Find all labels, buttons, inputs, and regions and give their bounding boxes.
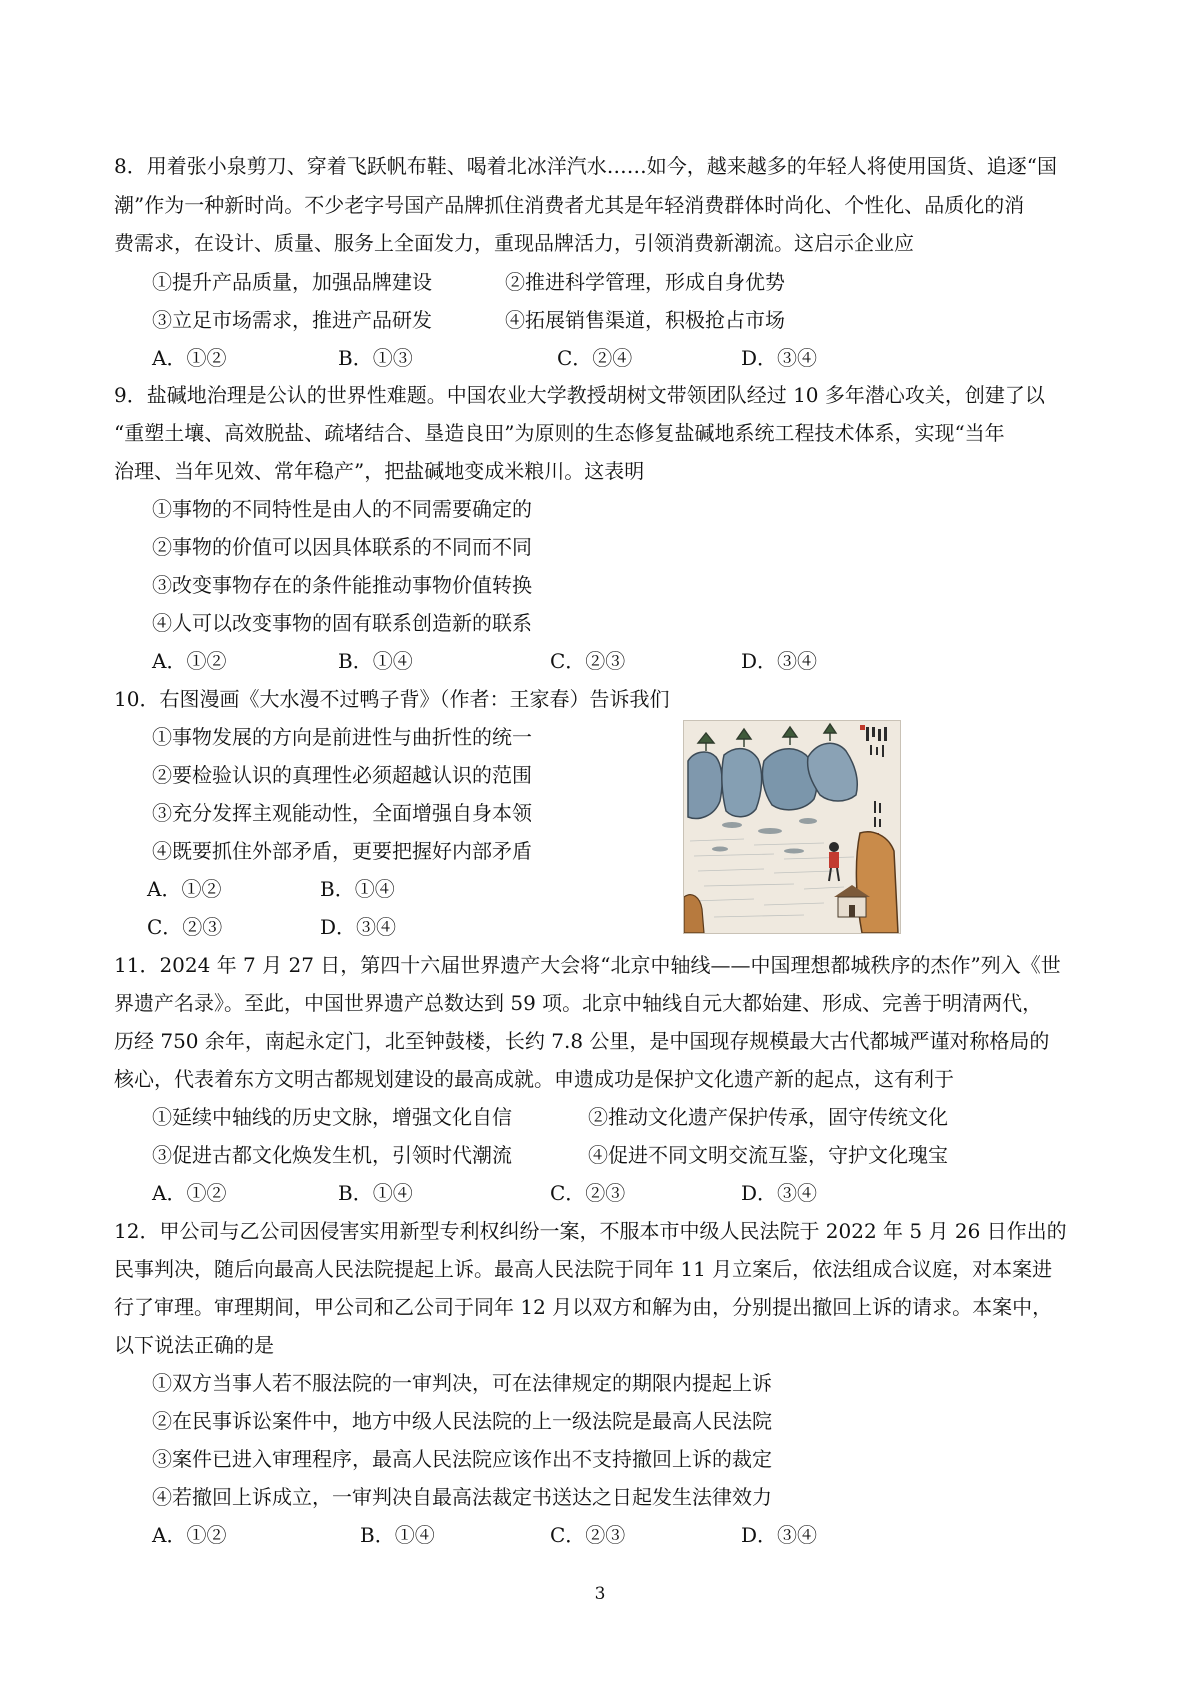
q8-statement-1: ①提升产品质量，加强品牌建设 bbox=[152, 270, 432, 294]
q12-choice-b: B．①④ bbox=[360, 1523, 435, 1547]
q9-choice-d: D．③④ bbox=[741, 649, 818, 673]
q10-statement-3: ③充分发挥主观能动性，全面增强自身本领 bbox=[152, 801, 532, 825]
landscape-painting-figure bbox=[683, 720, 901, 934]
q8-choice-c: C．②④ bbox=[557, 346, 633, 370]
q8-choice-d: D．③④ bbox=[741, 346, 818, 370]
q8-statement-4: ④拓展销售渠道，积极抢占市场 bbox=[505, 308, 785, 332]
q9-statement-2: ②事物的价值可以因具体联系的不同而不同 bbox=[152, 535, 532, 559]
q10-stem: 10．右图漫画《大水漫不过鸭子背》（作者：王家春）告诉我们 bbox=[114, 687, 670, 711]
q9-stem-line-2: “重塑土壤、高效脱盐、疏堵结合、垦造良田”为原则的生态修复盐碱地系统工程技术体系，实现“当年 bbox=[114, 421, 1005, 445]
q10-choice-b: B．①④ bbox=[320, 877, 395, 901]
q10-choice-c: C．②③ bbox=[147, 915, 223, 939]
q9-choice-b: B．①④ bbox=[338, 649, 413, 673]
q8-choice-b: B．①③ bbox=[338, 346, 413, 370]
q9-stem-line-1: 9．盐碱地治理是公认的世界性难题。中国农业大学教授胡树文带领团队经过 10 多年潜心攻关，创建了以 bbox=[114, 383, 1045, 407]
q12-stem-line-1: 12．甲公司与乙公司因侵害实用新型专利权纠纷一案，不服本市中级人民法院于 2022 年 5 月 26 日作出的 bbox=[114, 1219, 1067, 1243]
landscape-painting-icon bbox=[684, 721, 900, 933]
q11-statement-4: ④促进不同文明交流互鉴，守护文化瑰宝 bbox=[588, 1143, 948, 1167]
q9-stem-line-3: 治理、当年见效、常年稳产”，把盐碱地变成米粮川。这表明 bbox=[114, 459, 645, 483]
q9-choice-a: A．①② bbox=[152, 649, 227, 673]
q12-stem-line-4: 以下说法正确的是 bbox=[114, 1333, 274, 1357]
q8-stem-line-1: 8．用着张小泉剪刀、穿着飞跃帆布鞋、喝着北冰洋汽水……如今，越来越多的年轻人将使用国货、追逐“国 bbox=[114, 154, 1057, 178]
q11-choice-b: B．①④ bbox=[338, 1181, 413, 1205]
q10-choice-a: A．①② bbox=[147, 877, 222, 901]
q11-statement-1: ①延续中轴线的历史文脉，增强文化自信 bbox=[152, 1105, 512, 1129]
q10-choice-d: D．③④ bbox=[320, 915, 397, 939]
q12-stem-line-2: 民事判决，随后向最高人民法院提起上诉。最高人民法院于同年 11 月立案后，依法组成合议庭，对本案进 bbox=[114, 1257, 1053, 1281]
q8-stem-line-2: 潮”作为一种新时尚。不少老字号国产品牌抓住消费者尤其是年轻消费群体时尚化、个性化、品质化的消 bbox=[114, 193, 1025, 217]
q11-stem-line-2: 界遗产名录》。至此，中国世界遗产总数达到 59 项。北京中轴线自元大都始建、形成、完善于明清两代， bbox=[114, 991, 1043, 1015]
q9-statement-1: ①事物的不同特性是由人的不同需要确定的 bbox=[152, 497, 532, 521]
q10-statement-4: ④既要抓住外部矛盾，更要把握好内部矛盾 bbox=[152, 839, 532, 863]
q11-choice-a: A．①② bbox=[152, 1181, 227, 1205]
q8-statement-3: ③立足市场需求，推进产品研发 bbox=[152, 308, 432, 332]
q8-statement-2: ②推进科学管理，形成自身优势 bbox=[505, 270, 785, 294]
q11-stem-line-3: 历经 750 余年，南起永定门，北至钟鼓楼，长约 7.8 公里，是中国现存规模最大古代都城严谨对称格局的 bbox=[114, 1029, 1050, 1053]
q12-choice-c: C．②③ bbox=[550, 1523, 626, 1547]
q12-statement-3: ③案件已进入审理程序，最高人民法院应该作出不支持撤回上诉的裁定 bbox=[152, 1447, 772, 1471]
page-number: 3 bbox=[594, 1584, 606, 1604]
q11-statement-3: ③促进古都文化焕发生机，引领时代潮流 bbox=[152, 1143, 512, 1167]
q10-statement-2: ②要检验认识的真理性必须超越认识的范围 bbox=[152, 763, 532, 787]
q9-choice-c: C．②③ bbox=[550, 649, 626, 673]
q12-statement-1: ①双方当事人若不服法院的一审判决，可在法律规定的期限内提起上诉 bbox=[152, 1371, 772, 1395]
q12-stem-line-3: 行了审理。审理期间，甲公司和乙公司于同年 12 月以双方和解为由，分别提出撤回上诉的请求。本案中， bbox=[114, 1295, 1053, 1319]
q11-choice-d: D．③④ bbox=[741, 1181, 818, 1205]
q8-choice-a: A．①② bbox=[152, 346, 227, 370]
q9-statement-4: ④人可以改变事物的固有联系创造新的联系 bbox=[152, 611, 532, 635]
q9-statement-3: ③改变事物存在的条件能推动事物价值转换 bbox=[152, 573, 532, 597]
q11-stem-line-1: 11．2024 年 7 月 27 日，第四十六届世界遗产大会将“北京中轴线——中国理想都城秩序的杰作”列入《世 bbox=[114, 953, 1061, 977]
q8-stem-line-3: 费需求，在设计、质量、服务上全面发力，重现品牌活力，引领消费新潮流。这启示企业应 bbox=[114, 231, 914, 255]
q10-statement-1: ①事物发展的方向是前进性与曲折性的统一 bbox=[152, 725, 532, 749]
q11-choice-c: C．②③ bbox=[550, 1181, 626, 1205]
q11-stem-line-4: 核心，代表着东方文明古都规划建设的最高成就。申遗成功是保护文化遗产新的起点，这有利于 bbox=[114, 1067, 954, 1091]
q12-statement-4: ④若撤回上诉成立，一审判决自最高法裁定书送达之日起发生法律效力 bbox=[152, 1485, 772, 1509]
q12-choice-d: D．③④ bbox=[741, 1523, 818, 1547]
q12-choice-a: A．①② bbox=[152, 1523, 227, 1547]
q11-statement-2: ②推动文化遗产保护传承，固守传统文化 bbox=[588, 1105, 948, 1129]
q12-statement-2: ②在民事诉讼案件中，地方中级人民法院的上一级法院是最高人民法院 bbox=[152, 1409, 772, 1433]
